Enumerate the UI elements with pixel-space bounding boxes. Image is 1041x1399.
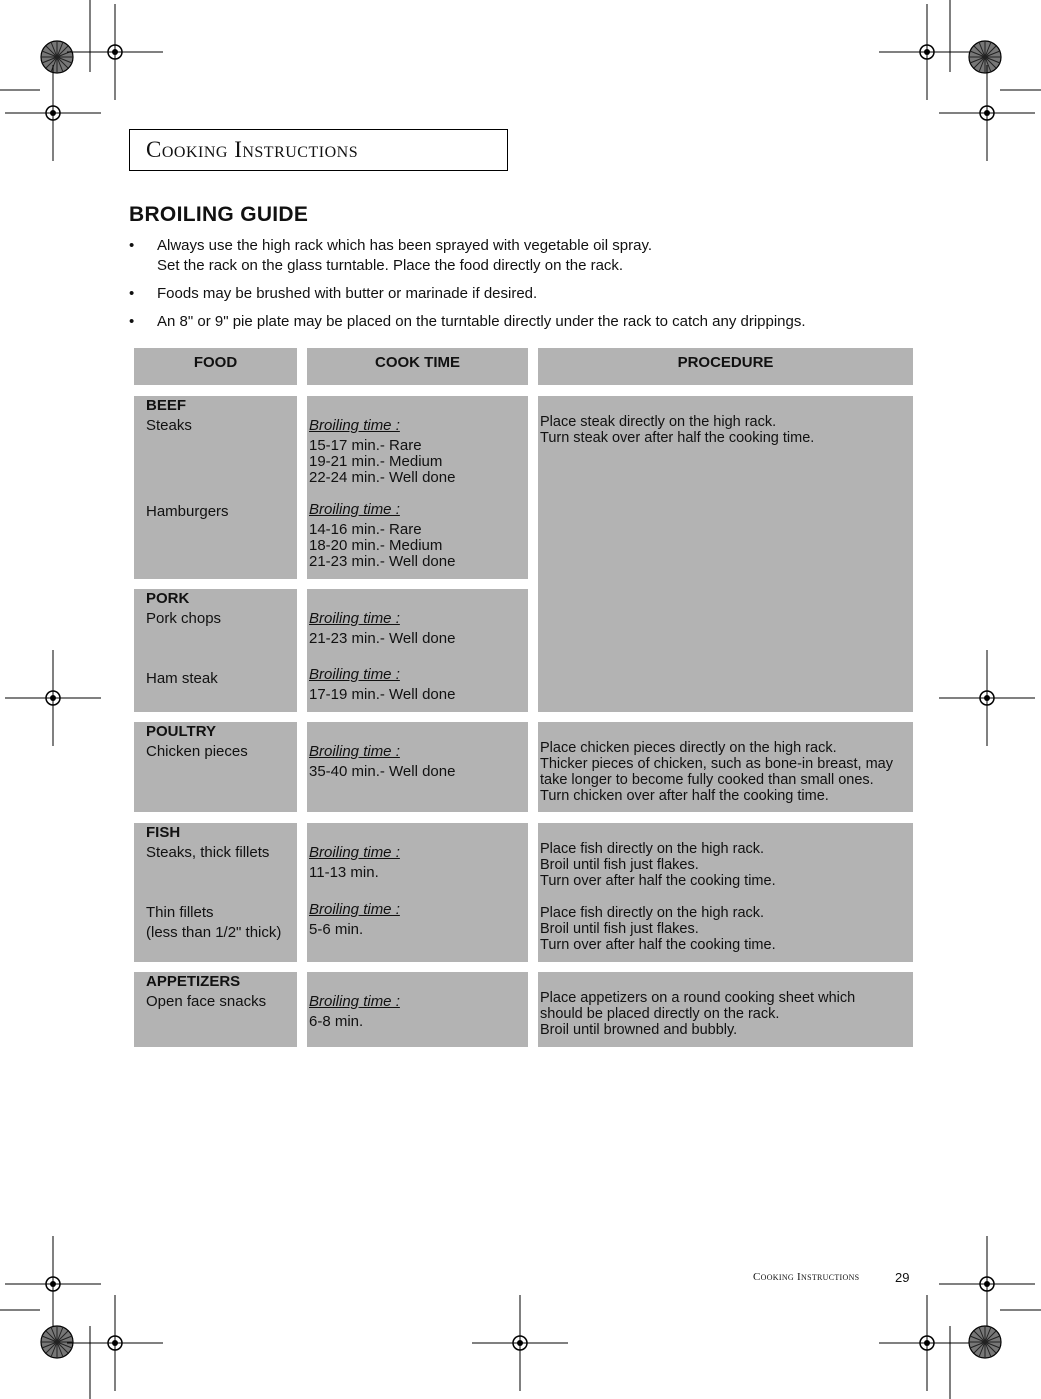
procedure-text-poultry: Place chicken pieces directly on the high rack. Thicker pieces of chicken, such as bone-in breast, may take longer to become fully cooked than small ones. Turn chicken over after half the cooking time. (540, 740, 893, 804)
header-procedure: PROCEDURE (538, 348, 913, 385)
bullet-item (129, 312, 929, 332)
category-beef: BEEF (146, 397, 187, 414)
footer-section-title: Cooking Instructions (753, 1271, 860, 1283)
time-value: 11-13 min. (309, 864, 379, 881)
time-value: 21-23 min.- Well done (309, 630, 456, 647)
bullet-item (129, 236, 929, 276)
food-thin-fillets: Thin fillets (146, 904, 214, 921)
bullet-text: An 8" or 9" pie plate may be placed on the turntable directly under the rack to catch any drippings. (157, 313, 806, 330)
food-cell-pork (134, 589, 297, 712)
broiling-time-label: Broiling time : (309, 993, 400, 1010)
bullet-text: Always use the high rack which has been sprayed with vegetable oil spray. (157, 237, 652, 254)
procedure-cell-meat (538, 396, 913, 712)
time-cell-fish (307, 823, 528, 962)
procedure-text-appetizers: Place appetizers on a round cooking sheet which should be placed directly on the rack. Broil until browned and bubbly. (540, 990, 856, 1038)
broiling-time-label: Broiling time : (309, 844, 400, 861)
time-value: 19-21 min.- Medium (309, 453, 443, 470)
time-value: 5-6 min. (309, 921, 364, 938)
category-fish: FISH (146, 824, 181, 841)
section-header-box (129, 129, 508, 171)
food-cell-appetizers (134, 972, 297, 1047)
time-cell-poultry (307, 722, 528, 812)
broiling-time-label: Broiling time : (309, 901, 400, 918)
section-title: Cooking Instructions (146, 137, 359, 162)
food-thin-fillets-note: (less than 1/2" thick) (146, 924, 282, 941)
procedure-text-fish-thick: Place fish directly on the high rack. Broil until fish just flakes. Turn over after half the cooking time. (540, 841, 776, 889)
food-open-face-snacks: Open face snacks (146, 993, 267, 1010)
time-value: 35-40 min.- Well done (309, 763, 456, 780)
header-food: FOOD (134, 348, 297, 385)
bullet-text: Foods may be brushed with butter or marinade if desired. (157, 285, 538, 302)
category-pork: PORK (146, 590, 190, 607)
food-ham-steak: Ham steak (146, 670, 218, 687)
procedure-cell-fish (538, 823, 913, 962)
food-chicken-pieces: Chicken pieces (146, 743, 248, 760)
guide-title: BROILING GUIDE (129, 203, 309, 226)
food-pork-chops: Pork chops (146, 610, 222, 627)
food-thick-fillets: Steaks, thick fillets (146, 844, 270, 861)
procedure-cell-appetizers (538, 972, 913, 1047)
bullet-icon: • (129, 285, 135, 302)
food-cell-beef (134, 396, 297, 579)
category-poultry: POULTRY (146, 723, 216, 740)
procedure-cell-poultry (538, 722, 913, 812)
broiling-time-label: Broiling time : (309, 417, 400, 434)
broiling-time-label: Broiling time : (309, 610, 400, 627)
time-cell-pork (307, 589, 528, 712)
time-value: 21-23 min.- Well done (309, 553, 456, 570)
broiling-time-label: Broiling time : (309, 666, 400, 683)
bullet-item (129, 284, 929, 304)
time-cell-beef (307, 396, 528, 579)
broiling-time-label: Broiling time : (309, 743, 400, 760)
procedure-text-fish-thin: Place fish directly on the high rack. Broil until fish just flakes. Turn over after half the cooking time. (540, 905, 776, 953)
food-hamburgers: Hamburgers (146, 503, 229, 520)
food-cell-fish (134, 823, 297, 962)
time-cell-appetizers (307, 972, 528, 1047)
food-steaks: Steaks (146, 417, 192, 434)
food-cell-poultry (134, 722, 297, 812)
category-appetizers: APPETIZERS (146, 973, 241, 990)
time-value: 22-24 min.- Well done (309, 469, 456, 486)
time-value: 18-20 min.- Medium (309, 537, 443, 554)
time-value: 6-8 min. (309, 1013, 364, 1030)
time-value: 17-19 min.- Well done (309, 686, 456, 703)
header-cook-time: COOK TIME (307, 348, 528, 385)
bullet-icon: • (129, 313, 135, 330)
bullet-icon: • (129, 237, 135, 254)
time-value: 15-17 min.- Rare (309, 437, 422, 454)
bullet-text-cont: Set the rack on the glass turntable. Place the food directly on the rack. (157, 257, 624, 274)
broiling-time-label: Broiling time : (309, 501, 400, 518)
procedure-text-beef: Place steak directly on the high rack. Turn steak over after half the cooking time. (540, 414, 815, 446)
bullet-list (129, 236, 929, 340)
time-value: 14-16 min.- Rare (309, 521, 422, 538)
page-number: 29 (895, 1270, 910, 1285)
